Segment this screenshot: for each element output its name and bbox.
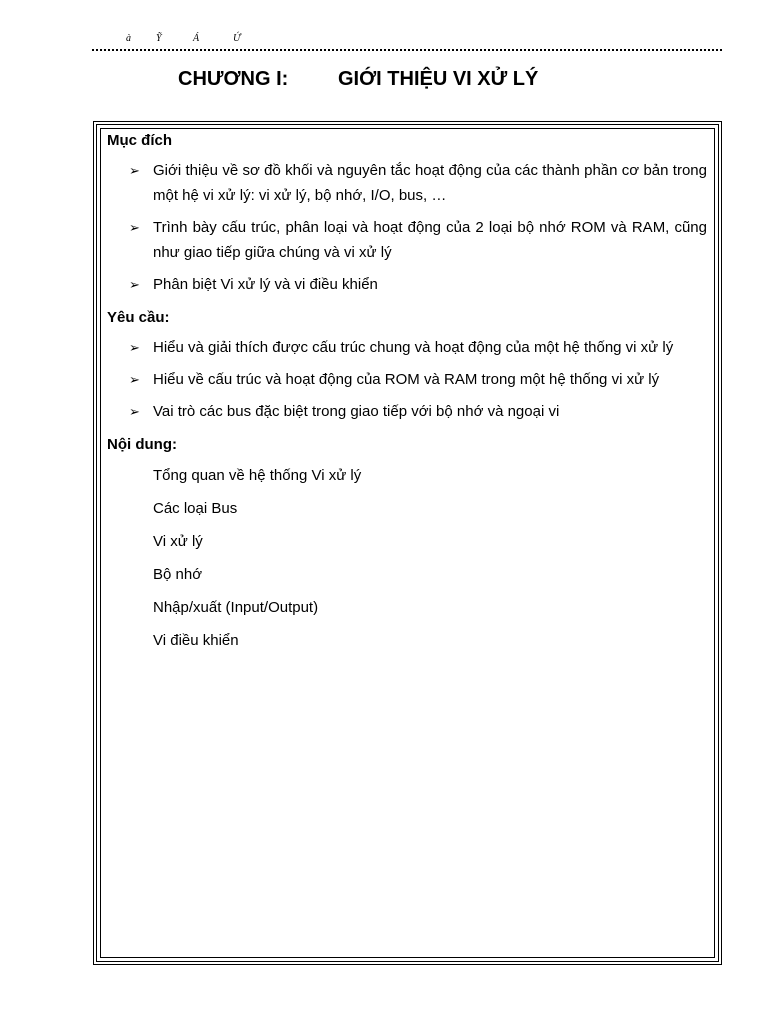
muc-dich-list (107, 158, 707, 297)
list-item-text: Vai trò các bus đặc biệt trong giao tiếp với bộ nhớ và ngoại vi (153, 403, 560, 420)
header-char: Á (193, 33, 200, 44)
list-item: Vi xử lý (153, 533, 203, 550)
chapter-number: CHƯƠNG I: (178, 68, 289, 90)
chapter-title (178, 68, 538, 91)
list-item-text: Trình bày cấu trúc, phân loại và hoạt động của 2 loại bộ nhớ ROM và RAM, cũng như giao tiếp giữa chúng và vi xử lý (153, 219, 707, 261)
list-item (107, 272, 707, 297)
arrow-bullet-icon: ➢ (129, 404, 140, 419)
arrow-bullet-icon: ➢ (129, 372, 140, 387)
list-item-text: Hiểu và giải thích được cấu trúc chung và hoạt động của một hệ thống vi xử lý (153, 339, 674, 356)
header-char: à (126, 33, 131, 44)
list-item: Các loại Bus (153, 500, 238, 517)
chapter-summary (107, 128, 707, 661)
list-item: Bộ nhớ (153, 566, 203, 583)
page-header-dotted-line (92, 33, 722, 51)
header-char: Ỹ (156, 33, 162, 44)
arrow-bullet-icon: ➢ (129, 220, 140, 235)
section-heading-yeu-cau: Yêu cầu: (107, 309, 170, 326)
arrow-bullet-icon: ➢ (129, 340, 140, 355)
list-item: Vi điều khiển (153, 632, 239, 649)
list-item (107, 399, 707, 424)
list-item (107, 215, 707, 265)
list-item (107, 335, 707, 360)
chapter-name: GIỚI THIỆU VI XỬ LÝ (338, 68, 539, 90)
list-item (107, 367, 707, 392)
arrow-bullet-icon: ➢ (129, 277, 140, 292)
header-char: Ứ (233, 33, 241, 44)
section-heading-noi-dung: Nội dung: (107, 436, 177, 453)
list-item: Tổng quan về hệ thống Vi xử lý (153, 467, 362, 484)
list-item: Nhập/xuất (Input/Output) (153, 599, 319, 616)
list-item-text: Giới thiệu về sơ đồ khối và nguyên tắc hoạt động của các thành phần cơ bản trong một hệ vi xử lý: vi xử lý, bộ nhớ, I/O, bus, … (153, 162, 707, 204)
arrow-bullet-icon: ➢ (129, 163, 140, 178)
yeu-cau-list (107, 335, 707, 424)
section-heading-muc-dich: Mục đích (107, 132, 173, 149)
list-item-text: Phân biệt Vi xử lý và vi điều khiển (153, 276, 378, 293)
list-item-text: Hiểu về cấu trúc và hoạt động của ROM và RAM trong một hệ thống vi xử lý (153, 371, 660, 388)
noi-dung-list (107, 463, 707, 653)
list-item (107, 158, 707, 208)
